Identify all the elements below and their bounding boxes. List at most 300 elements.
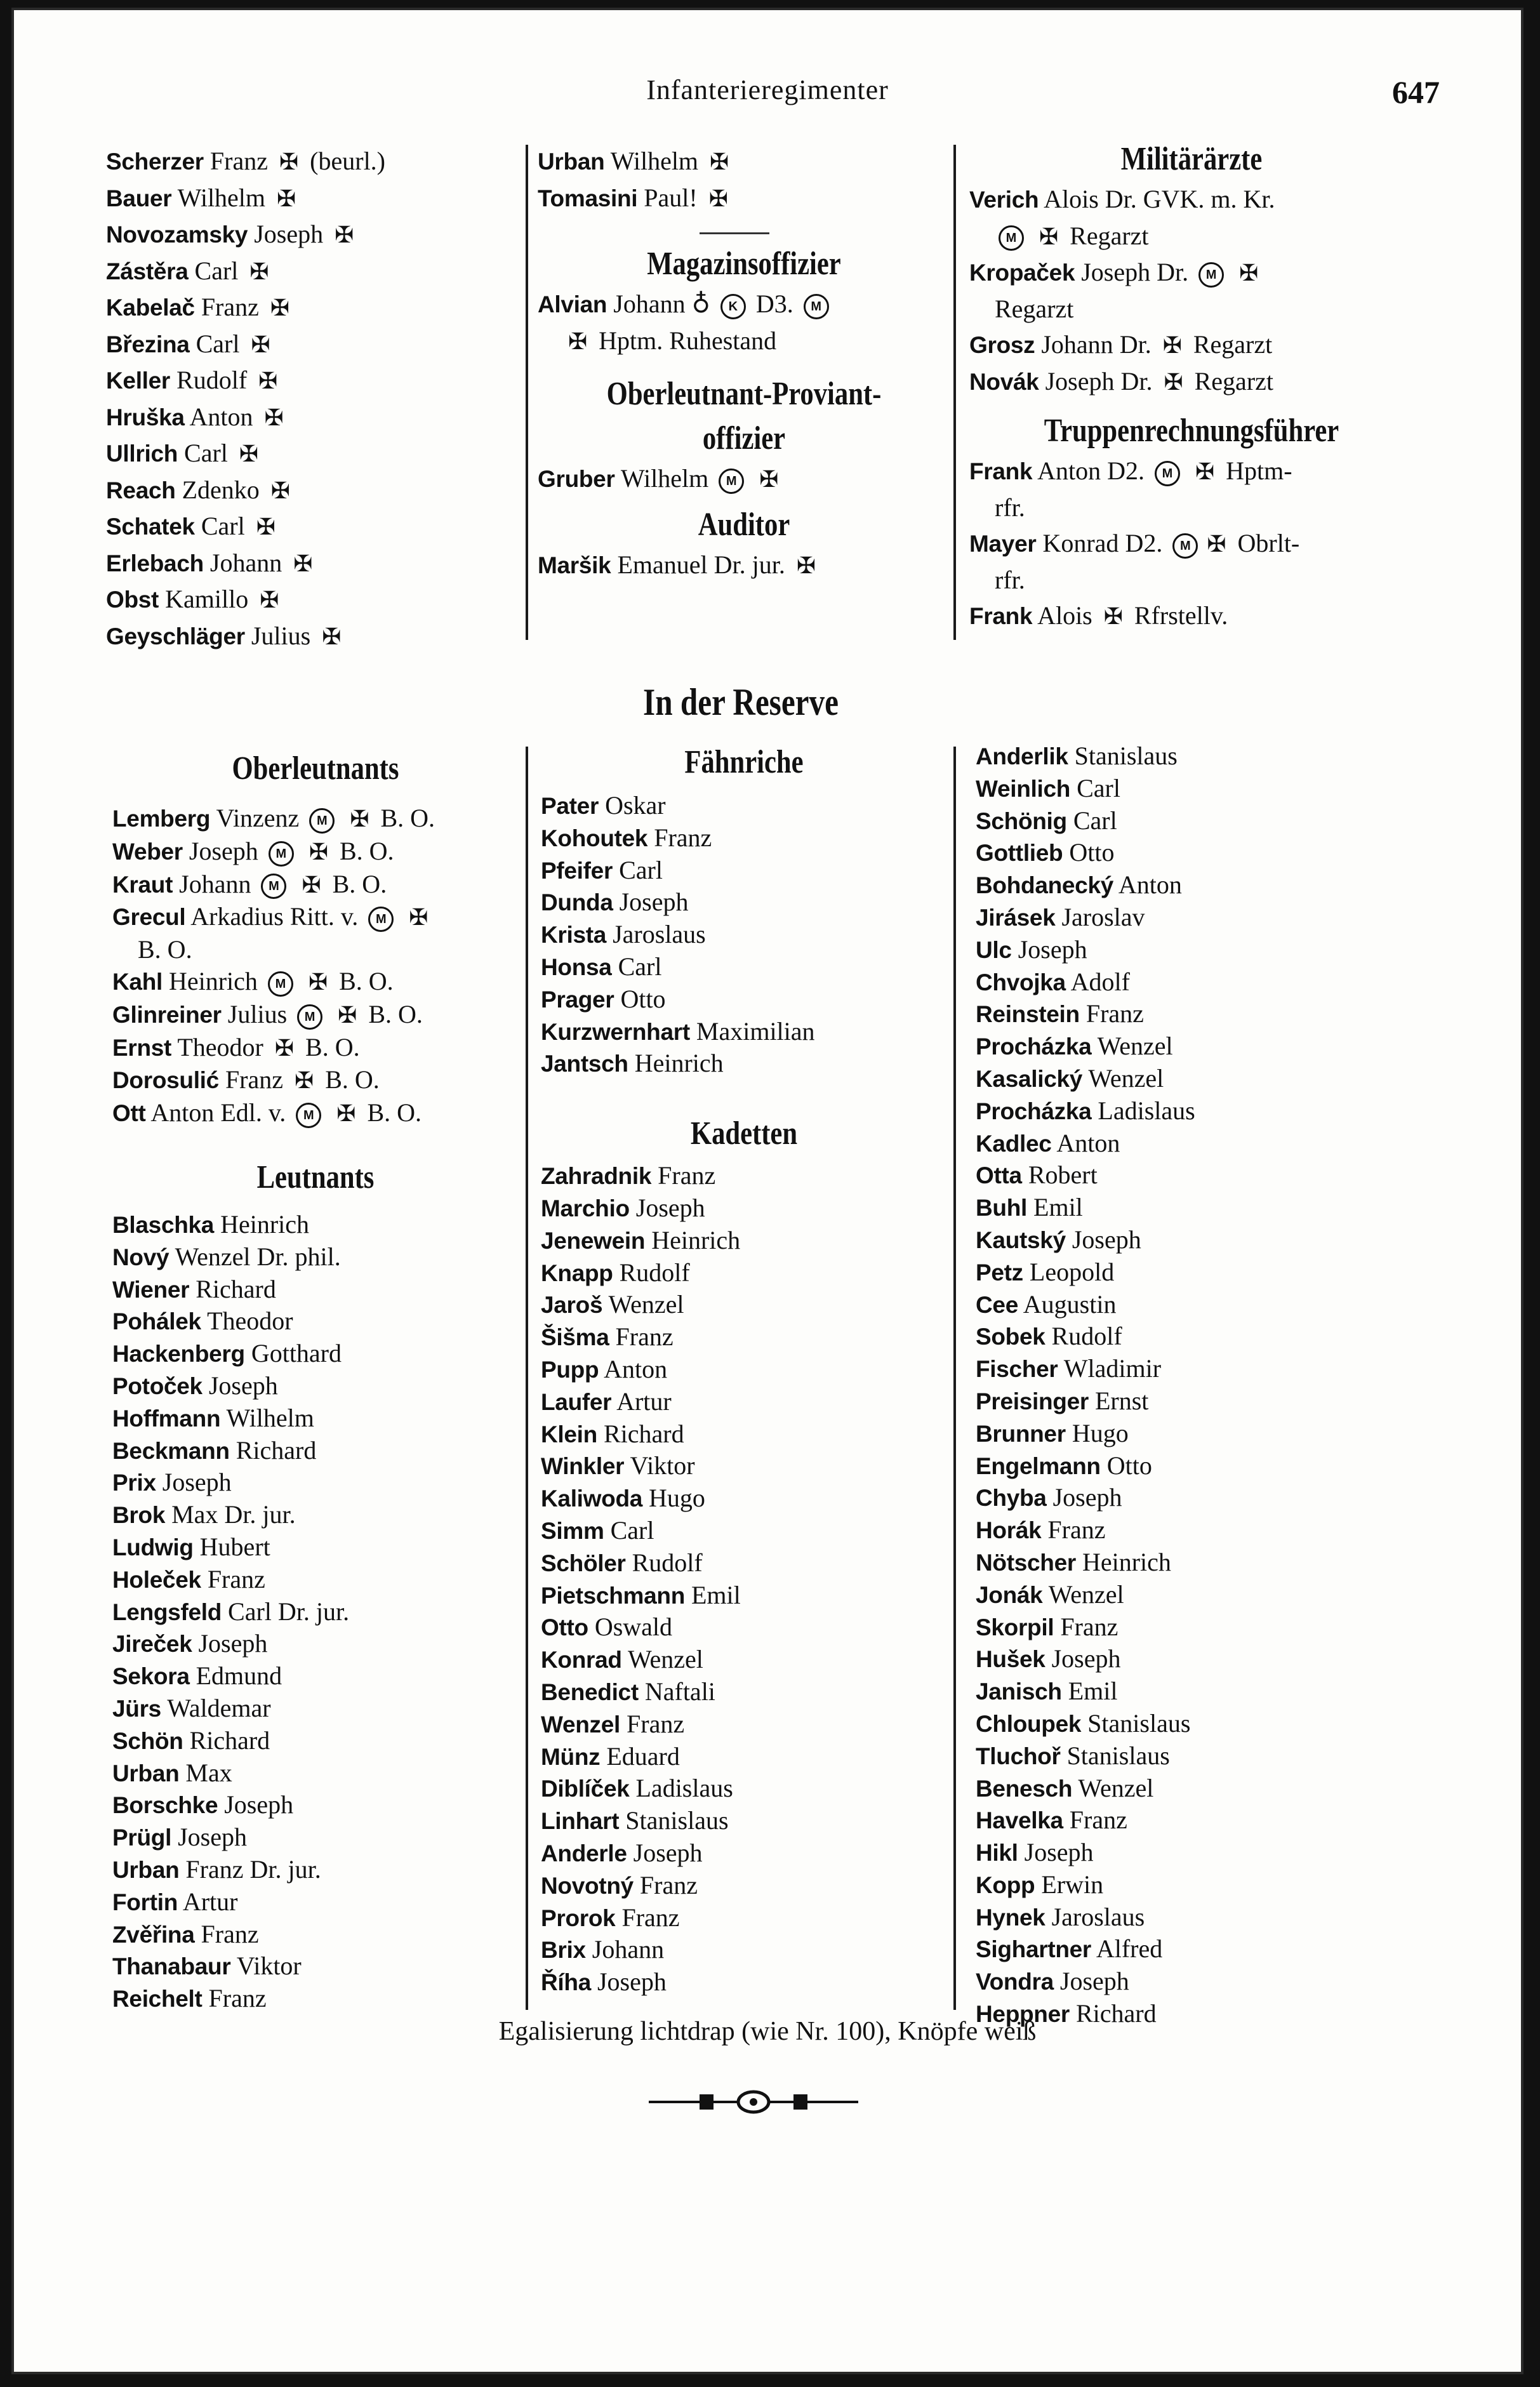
medal-icon: M [268, 971, 293, 997]
given-name: Max Dr. jur. [171, 1500, 296, 1529]
list-item [976, 1933, 1420, 1965]
list-item [541, 1450, 947, 1482]
given-name: Vinzenz [216, 804, 300, 832]
cross-icon: ✠ [1162, 333, 1182, 358]
given-name: Otto [1069, 838, 1115, 867]
given-name: Joseph [1024, 1838, 1094, 1867]
surname: Kohoutek [541, 825, 648, 851]
list-item [541, 1016, 947, 1048]
given-name: Carl [619, 855, 663, 884]
section-heading-kadetten: Kadetten [690, 1115, 798, 1152]
medal-icon: M [296, 1103, 321, 1128]
surname: Procházka [976, 1098, 1092, 1124]
cross-icon: ✠ [336, 1101, 356, 1127]
given-name: Leopold [1029, 1257, 1115, 1286]
column-rule-top-1 [526, 145, 528, 640]
name-entry: Tomasini Paul! ✠ [538, 180, 950, 217]
given-name: Augustin [1023, 1289, 1117, 1319]
list-item [976, 1418, 1420, 1450]
given-name: Adolf [1070, 967, 1130, 996]
surname: Gottlieb [976, 840, 1063, 867]
given-name: Rudolf [619, 1258, 690, 1287]
footer-note: Egalisierung lichtdrap (wie Nr. 100), Knöpfe weiß [498, 2017, 1037, 2046]
list-item [541, 1160, 947, 1192]
medal-icon: M [368, 907, 394, 932]
list-item [976, 1482, 1420, 1514]
surname: Keller [106, 368, 171, 394]
cross-icon: ✠ [759, 467, 779, 492]
given-name: Franz [209, 147, 268, 175]
surname: Nový [112, 1244, 169, 1270]
given-name: Stanislaus [1066, 1741, 1170, 1770]
surname: Janisch [976, 1679, 1062, 1705]
name-entry-continued: M ✠ Regarzt [969, 218, 1414, 255]
remark: B. O. [332, 869, 387, 898]
given-name: Waldemar [167, 1693, 271, 1722]
document-page [11, 8, 1523, 2374]
list-item [541, 1772, 947, 1805]
surname: Buhl [976, 1195, 1028, 1221]
surname: Prager [541, 986, 614, 1013]
surname: Jireček [112, 1631, 192, 1658]
cross-icon: ✠ [295, 1068, 314, 1094]
given-name: Joseph [178, 1823, 247, 1852]
surname: Beckmann [112, 1437, 230, 1464]
remark: B. O. [339, 836, 394, 865]
surname: Schön [112, 1727, 183, 1754]
list-item [976, 1546, 1420, 1579]
name-entry: Alvian Johann ♁ K D3. M [538, 286, 950, 323]
surname: Kabelač [106, 295, 195, 321]
surname: Kurzwernhart [541, 1018, 690, 1045]
list-item [976, 805, 1420, 837]
surname: Benedict [541, 1679, 639, 1705]
list-item [976, 1353, 1420, 1385]
medal-icon: M [999, 225, 1024, 251]
surname: Kraut [112, 871, 173, 898]
list-item [106, 545, 519, 582]
surname: Reinstein [976, 1001, 1080, 1028]
given-name: Artur [616, 1386, 672, 1416]
given-name: Carl [184, 439, 228, 467]
surname: Anderle [541, 1840, 627, 1866]
surname: Jirásek [976, 904, 1056, 931]
bottom-right-column [976, 740, 1420, 2030]
medal-icon: M [719, 469, 744, 494]
order-icon: K [720, 294, 746, 319]
surname: Bohdanecký [976, 872, 1114, 899]
decoration-icon: ♁ [691, 289, 710, 318]
cross-icon: ✠ [1164, 369, 1183, 395]
given-name: Franz [1060, 1612, 1118, 1641]
bottom-middle-column [541, 740, 947, 1998]
top-right-column [969, 137, 1414, 635]
list-item [106, 143, 519, 180]
given-name: Franz [207, 1564, 265, 1593]
section-heading-magazin: Magazinsoffizier [647, 246, 841, 282]
list-item [976, 1643, 1420, 1675]
given-name: Joseph [162, 1468, 232, 1497]
list-item [541, 1644, 947, 1676]
list-item [106, 618, 519, 655]
medal-icon: M [269, 841, 294, 867]
cross-icon: ✠ [260, 587, 279, 613]
given-name: Anton [1056, 1128, 1120, 1157]
surname: Scherzer [106, 149, 204, 175]
list-item [541, 1870, 947, 1902]
surname: Havelka [976, 1807, 1063, 1834]
cross-icon: ✠ [274, 1035, 295, 1061]
name-entry: Maršik Emanuel Dr. jur. ✠ [538, 547, 950, 584]
list-item [112, 1402, 519, 1435]
given-name: Otto [620, 984, 666, 1013]
given-name: Carl [610, 1515, 654, 1545]
top-middle-column [538, 143, 950, 583]
surname: Bauer [106, 185, 172, 211]
given-name: Franz [1085, 999, 1144, 1028]
name-entry: Frank Alois ✠ Rfrstellv. [969, 598, 1414, 635]
list-item [976, 837, 1420, 869]
given-name: Richard [189, 1725, 270, 1755]
given-name: Anton [189, 402, 253, 431]
surname: Geyschläger [106, 623, 245, 649]
given-name: Johann [209, 548, 282, 577]
cross-icon: ✠ [1103, 604, 1123, 629]
surname: Chyba [976, 1485, 1047, 1512]
list-item [112, 868, 519, 901]
list-item [106, 582, 519, 618]
surname: Knapp [541, 1260, 613, 1286]
cross-icon: ✠ [258, 368, 278, 394]
list-item [976, 1804, 1420, 1837]
section-heading-militaeraerzte: Militärärzte [1120, 141, 1263, 177]
list-item [541, 1611, 947, 1644]
given-name: Jaroslaus [1051, 1902, 1145, 1931]
given-name: Carl [618, 952, 662, 981]
given-name: Franz [658, 1161, 716, 1190]
surname: Sekora [112, 1663, 190, 1690]
medal-icon: M [1172, 533, 1198, 559]
surname: Marchio [541, 1195, 630, 1221]
given-name: Eduard [606, 1741, 680, 1771]
list-item [112, 835, 519, 868]
list-item [541, 983, 947, 1016]
list-item [112, 1950, 519, 1983]
surname: Erlebach [106, 550, 204, 576]
surname: Chloupek [976, 1710, 1082, 1737]
surname: Pater [541, 793, 599, 819]
given-name: Alfred [1096, 1934, 1163, 1964]
given-name: Otto [1106, 1451, 1152, 1480]
list-item [976, 1579, 1420, 1611]
surname: Brunner [976, 1420, 1066, 1447]
surname: Chvojka [976, 969, 1066, 995]
surname: Ludwig [112, 1534, 194, 1560]
surname: Holeček [112, 1566, 201, 1593]
cross-icon: ✠ [1039, 223, 1059, 249]
list-item [976, 1095, 1420, 1127]
list-item [541, 1192, 947, 1225]
given-name: Emil [1033, 1193, 1083, 1222]
cross-icon: ✠ [239, 441, 259, 467]
list-item [112, 1821, 519, 1854]
surname: Diblíček [541, 1776, 630, 1802]
surname: Heppner [976, 2001, 1070, 2028]
remark: B. O. [368, 999, 423, 1028]
given-name: Viktor [630, 1451, 695, 1480]
surname: Glinreiner [112, 1001, 222, 1028]
list-item [106, 399, 519, 436]
surname: Schönig [976, 808, 1067, 834]
list-item [112, 1466, 519, 1499]
surname: Hackenberg [112, 1341, 245, 1367]
list-item [112, 1660, 519, 1692]
surname: Prügl [112, 1825, 172, 1851]
list-item [112, 1097, 519, 1130]
list-item [976, 1385, 1420, 1418]
given-name: Julius [227, 999, 288, 1028]
medal-icon: M [297, 1004, 322, 1030]
surname: Preisinger [976, 1388, 1089, 1414]
surname: Linhart [541, 1808, 620, 1835]
list-item [541, 1225, 947, 1257]
cross-icon: ✠ [409, 905, 428, 931]
remark: B. O. [305, 1032, 360, 1061]
surname: Ernst [112, 1034, 172, 1061]
given-name: Joseph [635, 1193, 705, 1222]
list-item [541, 1547, 947, 1579]
medal-icon: M [261, 874, 286, 899]
surname: Jantsch [541, 1051, 628, 1077]
list-item [112, 901, 519, 934]
section-heading-reserve: In der Reserve [643, 681, 839, 723]
given-name: Wenzel [627, 1645, 703, 1674]
surname: Hoffmann [112, 1405, 221, 1432]
given-name: Anton [604, 1354, 668, 1383]
cross-icon: ✠ [277, 185, 296, 211]
list-item [976, 1256, 1420, 1289]
surname: Engelmann [976, 1453, 1101, 1479]
given-name: Stanislaus [1087, 1708, 1191, 1738]
surname: Dorosulić [112, 1067, 219, 1094]
name-entry-continued: ✠ Hptm. Ruhestand [538, 323, 950, 360]
list-item [112, 1338, 519, 1370]
list-item [976, 998, 1420, 1030]
given-name: Artur [182, 1887, 238, 1916]
list-item [112, 1064, 519, 1097]
surname: Březina [106, 331, 190, 357]
surname: Zvěřina [112, 1921, 195, 1948]
given-name: Johann [179, 869, 251, 898]
given-name: Franz [615, 1322, 674, 1352]
given-name: Carl [1077, 773, 1120, 802]
list-item [541, 919, 947, 951]
list-item [112, 966, 519, 999]
surname: Borschke [112, 1792, 218, 1819]
list-item [976, 1127, 1420, 1160]
column-rule-bottom-2 [953, 747, 956, 2010]
given-name: Max [185, 1758, 232, 1787]
list-item [112, 1757, 519, 1790]
surname: Otto [541, 1614, 588, 1641]
given-name: Ladislaus [635, 1774, 733, 1803]
given-name: Heinrich [1082, 1547, 1171, 1576]
list-item [112, 1435, 519, 1467]
section-heading-leutnants: Leutnants [256, 1159, 375, 1195]
list-item [541, 854, 947, 887]
given-name: Joseph [597, 1967, 667, 1997]
list-item [976, 1224, 1420, 1256]
surname: Otta [976, 1162, 1022, 1189]
list-item [112, 1628, 519, 1660]
surname: Novotný [541, 1872, 634, 1899]
given-name: Franz [627, 1709, 685, 1738]
list-item [541, 951, 947, 983]
list-item [541, 1902, 947, 1934]
given-name: Hugo [649, 1484, 705, 1513]
list-item [976, 869, 1420, 901]
surname: Jonák [976, 1581, 1043, 1608]
list-item [976, 1289, 1420, 1321]
given-name: Joseph [1059, 1967, 1129, 1996]
given-name: Heinrich [651, 1225, 741, 1254]
cross-icon: ✠ [1239, 260, 1259, 286]
surname: Benesch [976, 1775, 1073, 1802]
surname: Reach [106, 477, 176, 503]
surname: Thanabaur [112, 1953, 231, 1980]
given-name: Arkadius Ritt. v. [190, 902, 359, 931]
list-item [541, 1741, 947, 1773]
surname: Krista [541, 922, 607, 948]
section-heading-truppen: Truppenrechnungsführer [1044, 413, 1339, 449]
given-name: Ernst [1094, 1386, 1149, 1415]
remark: (beurl.) [310, 147, 385, 175]
bottom-left-column [112, 747, 519, 2015]
list-item [541, 1289, 947, 1321]
list-item [112, 1789, 519, 1821]
list-item [112, 802, 519, 835]
cross-icon: ✠ [249, 258, 269, 284]
surname: Konrad [541, 1647, 622, 1673]
given-name: Naftali [644, 1677, 715, 1706]
given-name: Joseph [198, 1629, 268, 1658]
medal-icon: M [1155, 461, 1180, 486]
cross-icon: ✠ [251, 331, 270, 357]
surname: Hušek [976, 1646, 1045, 1673]
name-entry: Mayer Konrad D2. M ✠ Obrlt- [969, 526, 1414, 562]
surname: Urban [112, 1856, 180, 1883]
list-item [541, 1321, 947, 1353]
section-heading-faehnriche: Fähnriche [684, 744, 804, 780]
list-item [112, 1273, 519, 1306]
list-item [541, 790, 947, 822]
surname: Ulc [976, 936, 1012, 963]
cross-icon: ✠ [1195, 459, 1215, 484]
surname: Novozamsky [106, 222, 248, 248]
list-item [976, 1514, 1420, 1546]
surname: Wiener [112, 1276, 190, 1303]
list-item [112, 1209, 519, 1241]
list-item [106, 326, 519, 363]
list-item [976, 1901, 1420, 1934]
given-name: Zdenko [182, 475, 260, 504]
surname: Schöler [541, 1550, 626, 1576]
medal-icon: M [1198, 262, 1224, 288]
given-name: Franz [1047, 1515, 1106, 1545]
list-item [112, 1531, 519, 1564]
given-name: Joseph [633, 1838, 703, 1867]
list-item [112, 1564, 519, 1596]
list-item [976, 1159, 1420, 1192]
surname: Lengsfeld [112, 1599, 222, 1625]
given-name: Franz [225, 1065, 284, 1094]
list-item [541, 822, 947, 854]
list-item [976, 1708, 1420, 1740]
given-name: Franz [1069, 1805, 1127, 1835]
surname: Skorpil [976, 1614, 1054, 1640]
surname: Simm [541, 1517, 604, 1544]
given-name: Edmund [196, 1661, 282, 1691]
surname: Ullrich [106, 441, 178, 467]
list-item [106, 253, 519, 290]
surname: Münz [541, 1743, 601, 1770]
cross-icon: ✠ [309, 839, 328, 865]
given-name: Wladimir [1063, 1354, 1162, 1383]
given-name: Richard [603, 1419, 684, 1448]
cross-icon: ✠ [279, 149, 299, 175]
given-name: Emil [1068, 1677, 1118, 1706]
given-name: Wenzel [1088, 1063, 1164, 1093]
list-item [112, 1370, 519, 1402]
list-item [106, 216, 519, 253]
list-item [106, 362, 519, 399]
surname: Fischer [976, 1356, 1058, 1383]
list-item [112, 1918, 519, 1951]
given-name: Joseph [1051, 1644, 1121, 1673]
surname: Urban [112, 1760, 180, 1786]
surname: Weber [112, 838, 183, 865]
given-name: Erwin [1041, 1870, 1104, 1899]
column-rule-top-2 [953, 145, 956, 640]
given-name: Franz [208, 1984, 267, 2013]
surname: Klein [541, 1421, 597, 1447]
cross-icon: ✠ [568, 328, 588, 354]
cross-icon: ✠ [338, 1002, 357, 1028]
given-name: Oswald [594, 1612, 673, 1642]
cross-icon: ✠ [335, 222, 354, 248]
given-name: Wenzel Dr. phil. [175, 1242, 341, 1271]
remark: B. O. [339, 966, 394, 995]
surname: Nötscher [976, 1549, 1076, 1576]
column-rule-bottom-1 [526, 747, 528, 2010]
given-name: Franz [201, 1919, 259, 1948]
given-name: Joseph [1018, 934, 1087, 964]
given-name: Stanislaus [1074, 741, 1178, 770]
list-item [112, 1886, 519, 1918]
list-item [106, 472, 519, 509]
name-entry: Gruber Wilhelm M ✠ [538, 461, 950, 498]
list-item [112, 1854, 519, 1886]
name-entry: Verich Alois Dr. GVK. m. Kr. [969, 185, 1275, 213]
given-name: Richard [1075, 1999, 1157, 2028]
list-item [541, 1966, 947, 1998]
running-header: Infanterieregimenter [646, 74, 889, 105]
list-item [976, 1965, 1420, 1998]
list-item [976, 1320, 1420, 1353]
list-item [976, 1740, 1420, 1772]
name-entry-continued: rfr. [995, 565, 1025, 594]
cross-icon: ✠ [796, 552, 816, 578]
